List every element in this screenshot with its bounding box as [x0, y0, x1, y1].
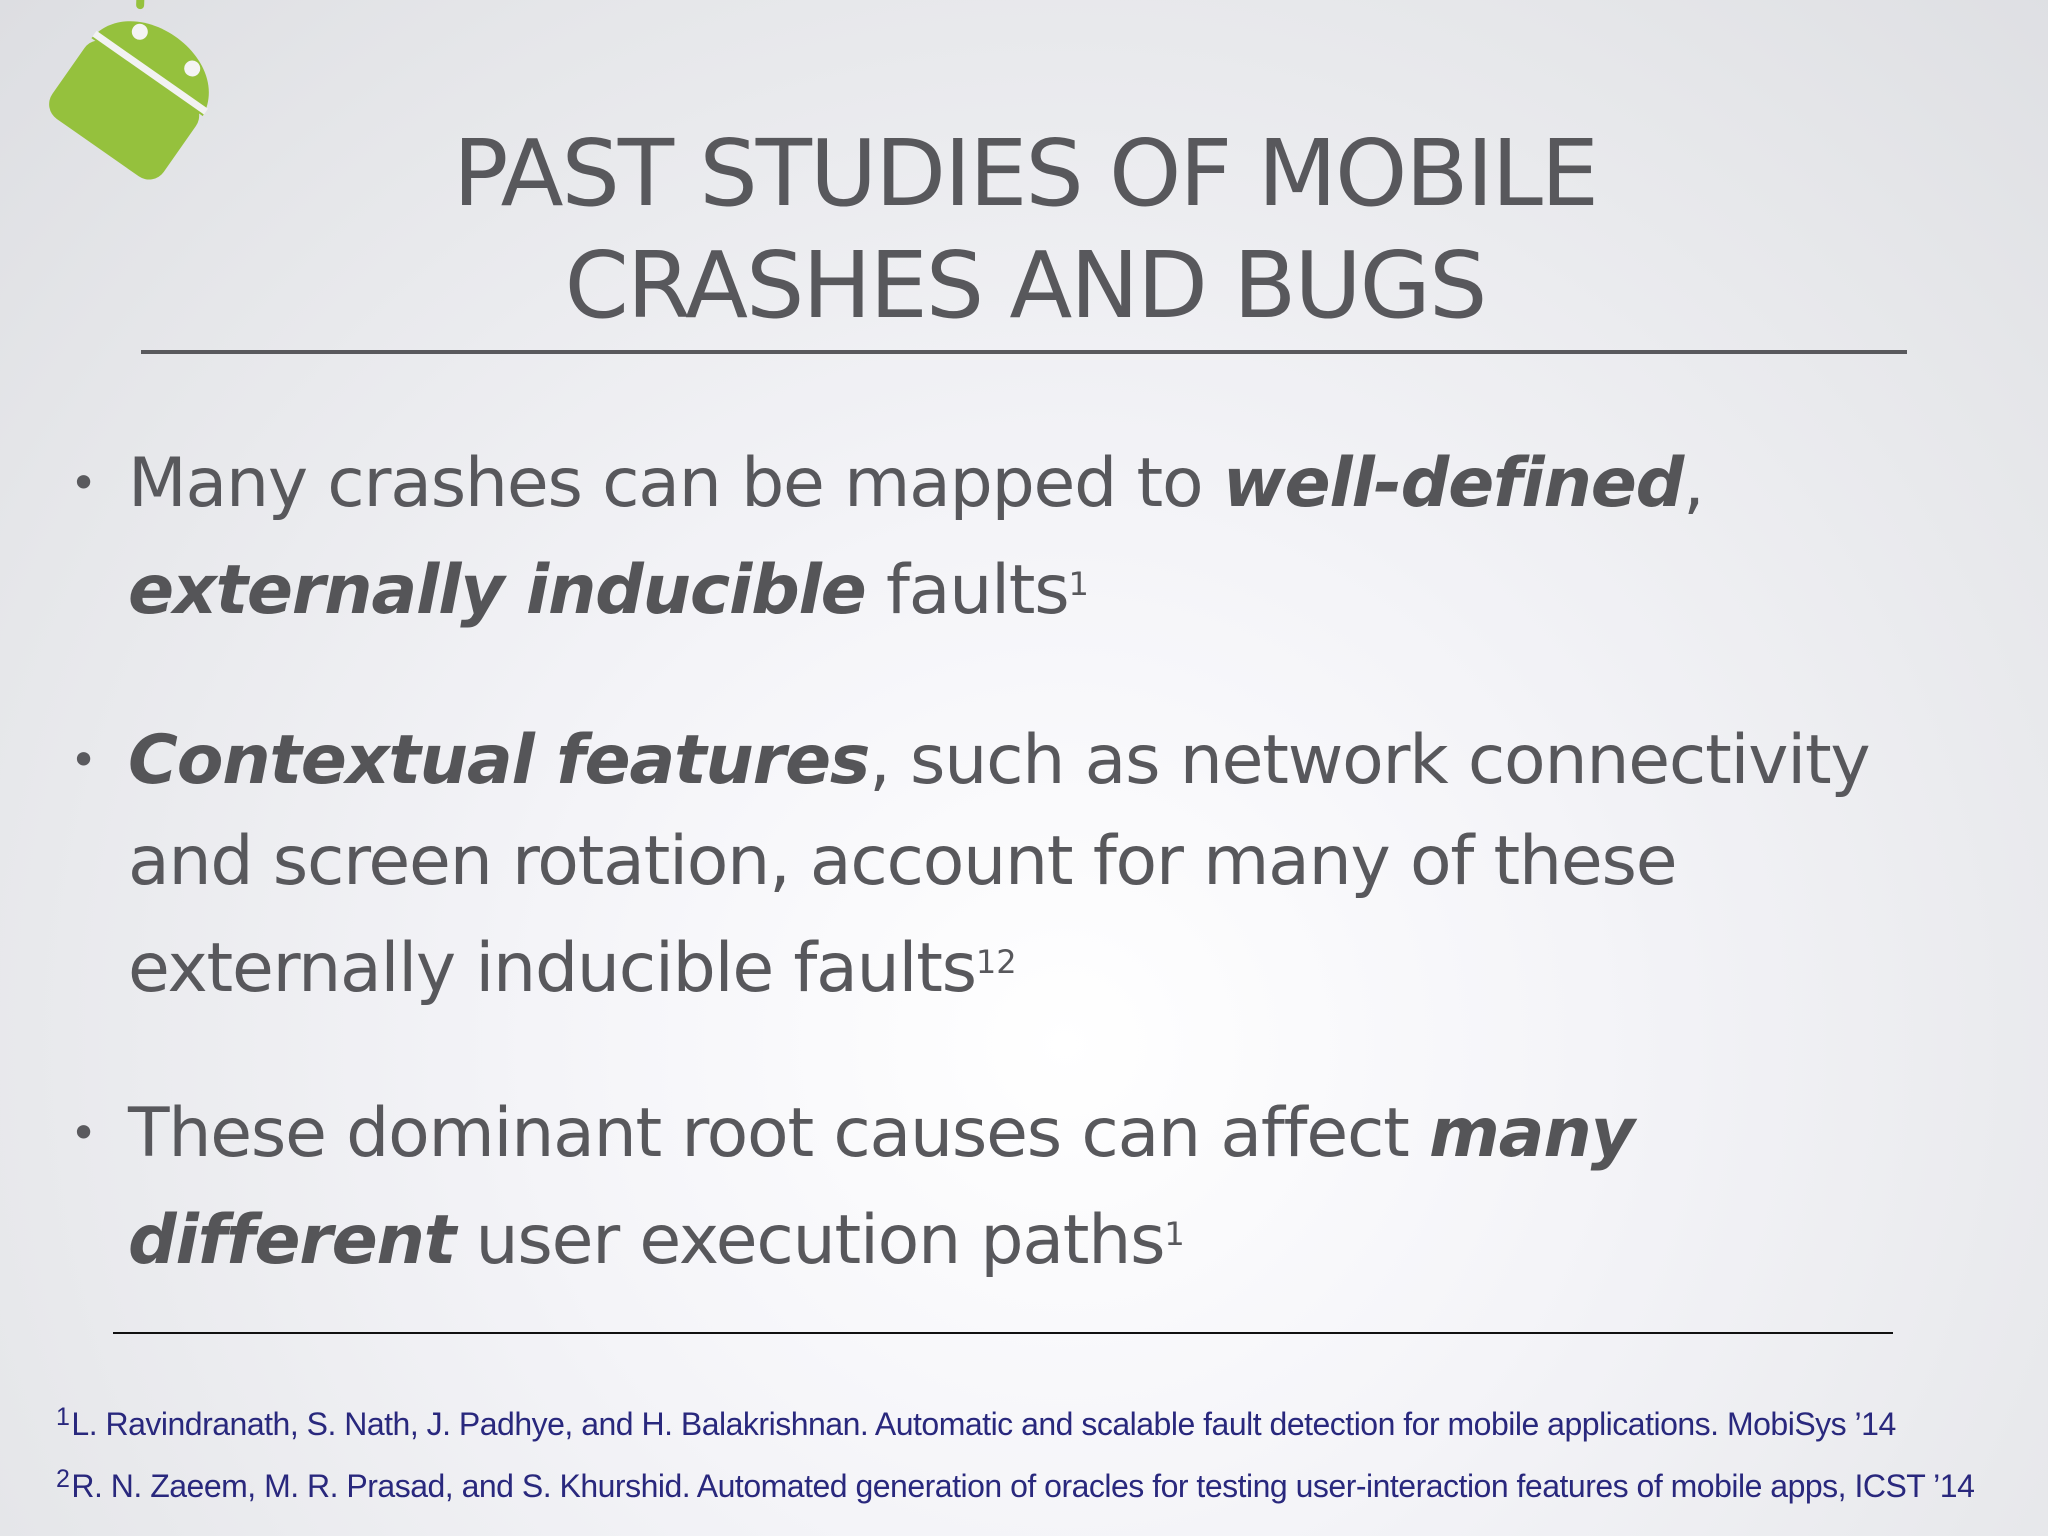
emphasized-text: well-defined	[1222, 444, 1684, 523]
emphasized-text: Contextual features	[128, 721, 870, 800]
bullet-text: These dominant root causes can affect	[128, 1094, 1430, 1173]
bullet-text: ,	[1683, 444, 1704, 523]
emphasized-text: many different	[128, 1094, 1634, 1280]
bullet-text: Many crashes can be mapped to	[128, 444, 1223, 523]
reference-text: R. N. Zaeem, M. R. Prasad, and S. Khurshid. Automated generation of oracles for testing user-interaction features of mobile apps, ICST ’14	[71, 1468, 1975, 1504]
title-line-2: CRASHES AND BUGS	[564, 232, 1486, 339]
bullet-item	[70, 710, 1928, 1019]
bullet-text: faults	[865, 551, 1069, 630]
citation-marker: 12	[975, 943, 1017, 981]
title-line-1: PAST STUDIES OF MOBILE	[452, 120, 1598, 227]
footnote-divider	[113, 1332, 1893, 1334]
bullet-item	[70, 433, 1928, 641]
reference-item	[56, 1452, 2016, 1514]
reference-number: 1	[56, 1403, 70, 1431]
bullet-dot-icon: •	[70, 733, 96, 787]
reference-text: L. Ravindranath, S. Nath, J. Padhye, and H. Balakrishnan. Automatic and scalable fault detection for mobile applications. MobiSys ’14	[71, 1406, 1896, 1442]
bullet-text: user execution paths	[455, 1201, 1165, 1280]
reference-list	[56, 1390, 2016, 1514]
emphasized-text: externally inducible	[128, 551, 866, 630]
bullet-item	[70, 1083, 1928, 1291]
reference-number: 2	[56, 1465, 70, 1493]
reference-item	[56, 1390, 2016, 1452]
citation-marker: 1	[1164, 1215, 1185, 1253]
bullet-text: , such as network connectivity and screen rotation, account for many of these externally inducible faults	[128, 721, 1870, 1008]
bullet-dot-icon: •	[70, 456, 96, 510]
citation-marker: 1	[1068, 565, 1089, 603]
bullet-dot-icon: •	[70, 1106, 96, 1160]
